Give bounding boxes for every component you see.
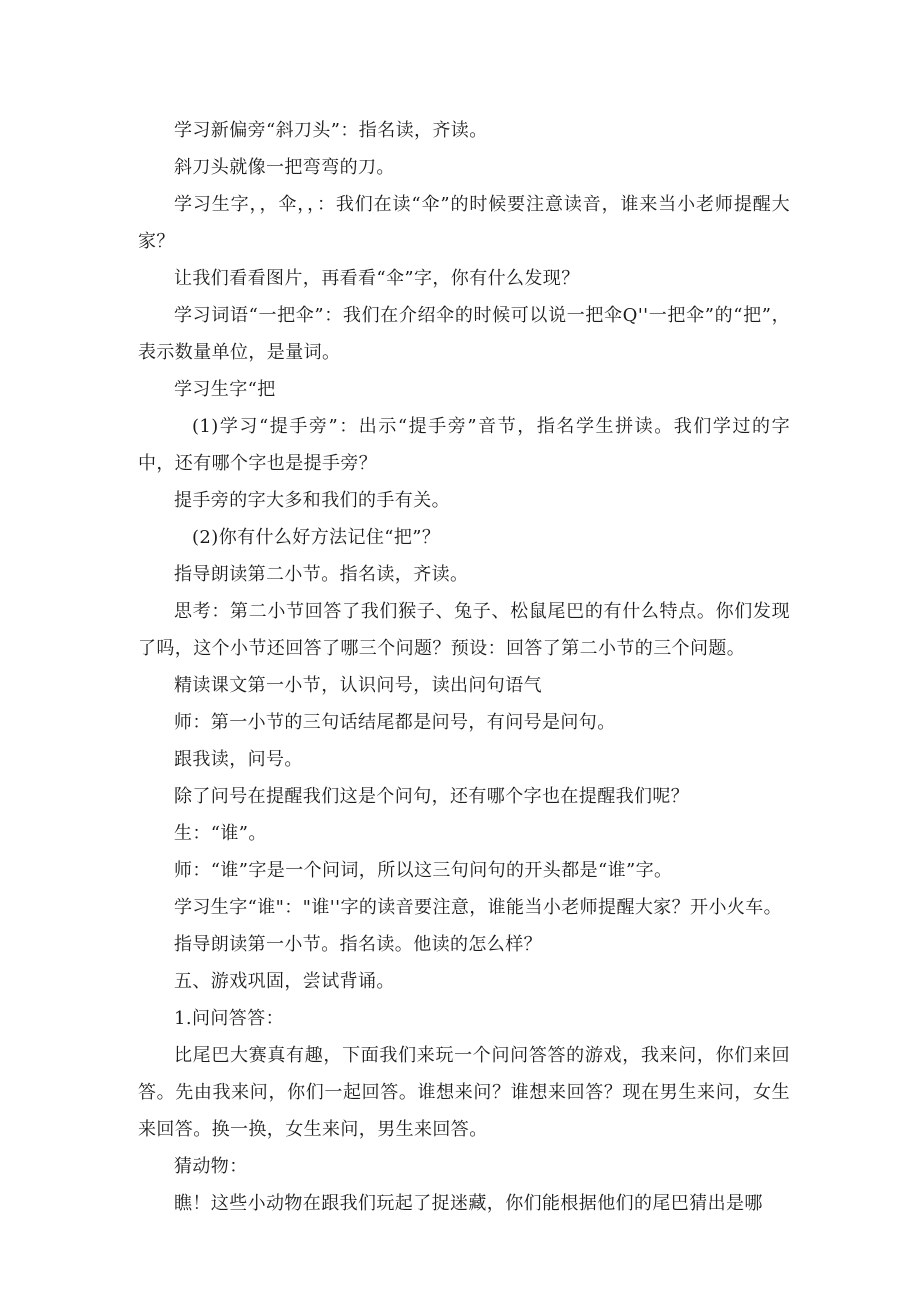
paragraph: 学习生字，，伞，，：我们在读“伞”的时候要注意读音，谁来当小老师提醒大家？ [138, 194, 790, 252]
paragraph: 跟我读，问号。 [174, 749, 303, 770]
paragraph: 猜动物： [174, 1156, 248, 1177]
paragraph: 学习生字“把 [174, 379, 276, 400]
section-heading: 五、游戏巩固，尝试背诵。 [174, 971, 395, 992]
document-page [138, 112, 790, 1222]
paragraph: 学习新偏旁“斜刀头”：指名读，齐读。 [174, 120, 488, 141]
paragraph: 师：“谁”字是一个问词，所以这三句问句的开头都是“谁”字。 [174, 860, 673, 881]
paragraph: 思考：第二小节回答了我们猴子、兔子、松鼠尾巴的有什么特点。你们发现了吗，这个小节还回答了哪三个问题？预设：回答了第二小节的三个问题。 [138, 601, 790, 659]
paragraph: 指导朗读第二小节。指名读，齐读。 [174, 564, 469, 585]
paragraph: 提手旁的字大多和我们的手有关。 [174, 490, 450, 511]
paragraph: (1)学习“提手旁”：出示“提手旁”音节，指名学生拼读。我们学过的字中，还有哪个字也是提手旁？ [138, 416, 790, 474]
paragraph: 学习词语“一把伞”：我们在介绍伞的时候可以说一把伞Q''一把伞”的“把”，表示数量单位，是量词。 [138, 305, 790, 363]
paragraph: 除了问号在提醒我们这是个问句，还有哪个字也在提醒我们呢？ [174, 786, 690, 807]
paragraph: 师：第一小节的三句话结尾都是问号，有问号是问句。 [174, 712, 616, 733]
paragraph: 瞧！这些小动物在跟我们玩起了捉迷藏，你们能根据他们的尾巴猜出是哪 [174, 1193, 763, 1214]
paragraph: 指导朗读第一小节。指名读。他读的怎么样？ [174, 934, 542, 955]
paragraph: (2)你有什么好方法记住“把”？ [192, 527, 441, 548]
paragraph: 让我们看看图片，再看看“伞”字，你有什么发现？ [174, 268, 580, 289]
paragraph: 比尾巴大赛真有趣，下面我们来玩一个问问答答的游戏，我来问，你们来回答。先由我来问，你们一起回答。谁想来问？谁想来回答？现在男生来问，女生来回答。换一换，女生来问，男生来回答。 [138, 1045, 790, 1140]
paragraph: 生：“谁”。 [174, 823, 267, 844]
paragraph: 精读课文第一小节，认识问号，读出问句语气 [174, 675, 542, 696]
paragraph: 1.问问答答： [174, 1008, 284, 1029]
paragraph: 学习生字“谁"："谁''字的读音要注意，谁能当小老师提醒大家？开小火车。 [174, 897, 783, 918]
paragraph: 斜刀头就像一把弯弯的刀。 [174, 157, 395, 178]
